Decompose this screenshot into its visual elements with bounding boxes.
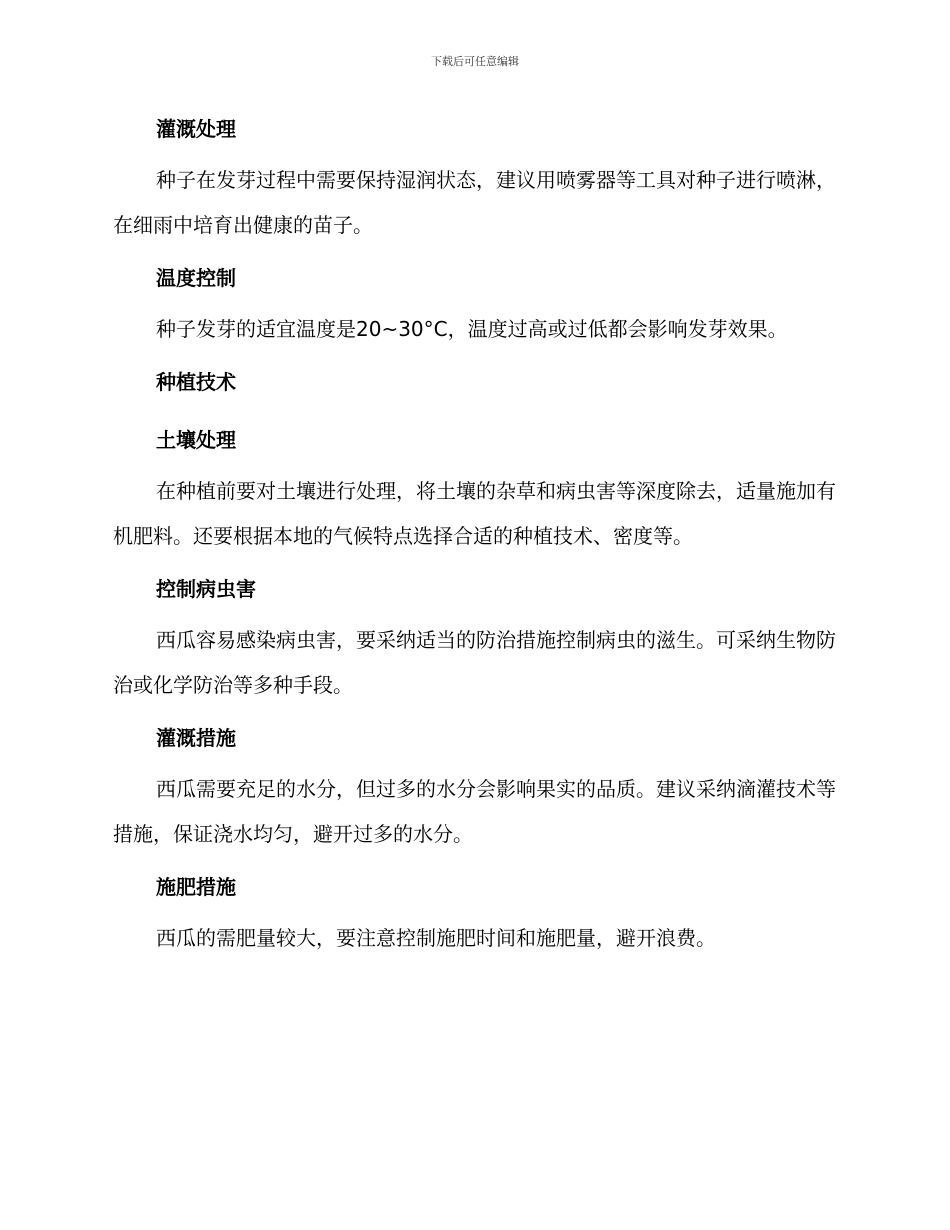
section-heading-irrigation-measures: 灌溉措施 — [156, 726, 236, 750]
section-paragraph-pest-control: 西瓜容易感染病虫害，要采纳适当的防治措施控制病虫的滋生。可采纳生物防治或化学防治等多种手段。 — [113, 628, 836, 697]
section-heading-planting-technique: 种植技术 — [156, 370, 236, 394]
section-heading-irrigation-treatment: 灌溉处理 — [156, 117, 236, 141]
document-body — [113, 113, 837, 961]
section-heading-soil-treatment: 土壤处理 — [156, 428, 236, 452]
section-heading-pest-control: 控制病虫害 — [156, 577, 256, 601]
section-heading-temperature-control: 温度控制 — [156, 266, 236, 290]
section-heading-fertilization-measures: 施肥措施 — [156, 875, 236, 899]
page-header: 下载后可任意编辑 — [431, 55, 519, 68]
section-paragraph-temperature-control: 种子发芽的适宜温度是20~30°C，温度过高或过低都会影响发芽效果。 — [156, 317, 788, 341]
section-paragraph-soil-treatment: 在种植前要对土壤进行处理，将土壤的杂草和病虫害等深度除去，适量施加有机肥料。还要根据本地的气候特点选择合适的种植技术、密度等。 — [113, 479, 836, 548]
section-paragraph-irrigation-treatment: 种子在发芽过程中需要保持湿润状态，建议用喷雾器等工具对种子进行喷淋，在细雨中培育出健康的苗子。 — [113, 168, 836, 237]
section-paragraph-fertilization-measures: 西瓜的需肥量较大，要注意控制施肥时间和施肥量，避开浪费。 — [156, 926, 716, 950]
section-paragraph-irrigation-measures: 西瓜需要充足的水分，但过多的水分会影响果实的品质。建议采纳滴灌技术等措施，保证浇水均匀，避开过多的水分。 — [113, 777, 836, 846]
